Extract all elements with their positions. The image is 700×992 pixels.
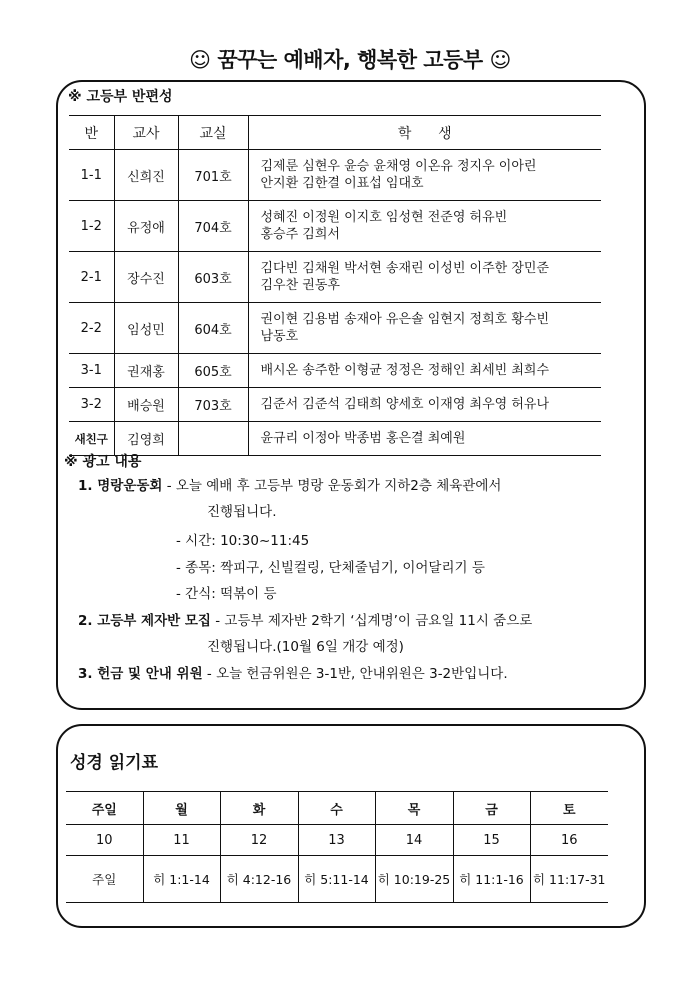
day-cell: 금 xyxy=(453,792,530,825)
table-row xyxy=(69,422,601,456)
ad-item-3-title: 3. 헌금 및 안내 위원 xyxy=(78,666,203,682)
table-row xyxy=(69,354,601,388)
ads-heading: ※ 광고 내용 xyxy=(64,454,142,470)
reading-table xyxy=(66,791,608,903)
ad-item-1 xyxy=(78,474,501,494)
students-line: 홍승주 김희서 xyxy=(260,227,340,242)
reading-heading: 성경 읽기표 xyxy=(70,753,159,773)
ad-item-1-snack: - 간식: 떡볶이 등 xyxy=(176,586,277,602)
students-cell: 김준서 김준석 김태희 양세호 이재영 최우영 허유나 xyxy=(248,388,601,422)
room-cell: 703호 xyxy=(178,388,248,422)
students-cell xyxy=(248,201,601,252)
students-cell xyxy=(248,303,601,354)
ad-item-1-text: - 오늘 예배 후 고등부 명랑 운동회가 지하2층 체육관에서 xyxy=(162,478,502,494)
students-line: 성혜진 이정원 이지호 임성현 전준영 허유빈 xyxy=(260,210,508,225)
table-row xyxy=(69,150,601,201)
class-cell: 새친구 xyxy=(69,422,114,456)
ad-item-3 xyxy=(78,662,508,682)
day-cell: 월 xyxy=(143,792,220,825)
teacher-cell: 장수진 xyxy=(114,252,178,303)
students-line: 김제룬 심현우 윤승 윤채영 이온유 정지우 이아린 xyxy=(260,159,537,174)
ref-cell: 히 11:1-16 xyxy=(453,856,530,903)
ref-cell: 히 4:12-16 xyxy=(220,856,298,903)
ad-item-1-cont: 진행됩니다. xyxy=(207,504,277,520)
students-cell: 배시온 송주한 이형균 정정은 정해인 최세빈 최희수 xyxy=(248,354,601,388)
students-line: 남동호 xyxy=(260,329,299,344)
room-cell: 605호 xyxy=(178,354,248,388)
class-cell: 1-1 xyxy=(69,150,114,201)
ad-item-1-title: 1. 명랑운동회 xyxy=(78,478,163,494)
room-cell: 701호 xyxy=(178,150,248,201)
class-cell: 3-2 xyxy=(69,388,114,422)
ref-cell: 히 1:1-14 xyxy=(143,856,220,903)
room-cell xyxy=(178,422,248,456)
table-row xyxy=(69,252,601,303)
ad-item-1-events: - 종목: 짝피구, 신빌컬링, 단체줄넘기, 이어달리기 등 xyxy=(176,560,485,576)
students-line: 권이현 김용범 송재아 유은솔 임현지 정희호 황수빈 xyxy=(260,312,550,327)
reading-days-row xyxy=(66,792,608,825)
students-line: 김우찬 권동후 xyxy=(260,278,340,293)
students-cell xyxy=(248,150,601,201)
ref-cell: 히 10:19-25 xyxy=(375,856,453,903)
date-cell: 14 xyxy=(375,825,453,856)
ad-item-3-text: - 오늘 헌금위원은 3-1반, 안내위원은 3-2반입니다. xyxy=(202,666,508,682)
ref-cell: 히 11:17-31 xyxy=(530,856,608,903)
room-cell: 604호 xyxy=(178,303,248,354)
ad-item-2-cont: 진행됩니다.(10월 6일 개강 예정) xyxy=(207,639,404,655)
day-cell: 목 xyxy=(375,792,453,825)
ref-cell: 히 5:11-14 xyxy=(298,856,375,903)
day-cell: 토 xyxy=(530,792,608,825)
date-cell: 15 xyxy=(453,825,530,856)
teacher-cell: 권재홍 xyxy=(114,354,178,388)
date-cell: 16 xyxy=(530,825,608,856)
table-row xyxy=(69,388,601,422)
class-section-heading: ※ 고등부 반편성 xyxy=(68,89,173,105)
class-cell: 2-2 xyxy=(69,303,114,354)
teacher-cell: 유정애 xyxy=(114,201,178,252)
day-cell: 주일 xyxy=(66,792,143,825)
teacher-cell: 배승원 xyxy=(114,388,178,422)
ref-cell: 주일 xyxy=(66,856,143,903)
teacher-cell: 김영희 xyxy=(114,422,178,456)
class-table xyxy=(69,115,601,456)
reading-refs-row xyxy=(66,856,608,903)
reading-dates-row xyxy=(66,825,608,856)
teacher-cell: 신희진 xyxy=(114,150,178,201)
class-cell: 3-1 xyxy=(69,354,114,388)
room-cell: 704호 xyxy=(178,201,248,252)
ad-item-2 xyxy=(78,609,532,629)
date-cell: 11 xyxy=(143,825,220,856)
date-cell: 10 xyxy=(66,825,143,856)
class-cell: 2-1 xyxy=(69,252,114,303)
students-line: 안지환 김한결 이표섭 임대호 xyxy=(260,176,424,191)
day-cell: 수 xyxy=(298,792,375,825)
ad-item-2-text: - 고등부 제자반 2학기 ‘십계명’이 금요일 11시 줌으로 xyxy=(210,613,533,629)
room-cell: 603호 xyxy=(178,252,248,303)
ad-item-1-time: - 시간: 10:30~11:45 xyxy=(176,533,310,549)
header-class: 반 xyxy=(69,116,114,150)
header-teacher: 교사 xyxy=(114,116,178,150)
students-line: 김다빈 김채원 박서현 송재린 이성빈 이주한 장민준 xyxy=(260,261,550,276)
students-cell: 윤규리 이정아 박종범 홍은결 최예원 xyxy=(248,422,601,456)
class-table-header xyxy=(69,116,601,150)
day-cell: 화 xyxy=(220,792,298,825)
table-row xyxy=(69,201,601,252)
header-room: 교실 xyxy=(178,116,248,150)
teacher-cell: 임성민 xyxy=(114,303,178,354)
page-title: ☺ 꿈꾸는 예배자, 행복한 고등부 ☺ xyxy=(189,48,511,72)
class-cell: 1-2 xyxy=(69,201,114,252)
table-row xyxy=(69,303,601,354)
date-cell: 12 xyxy=(220,825,298,856)
date-cell: 13 xyxy=(298,825,375,856)
header-students: 학 생 xyxy=(248,116,601,150)
ad-item-2-title: 2. 고등부 제자반 모집 xyxy=(78,613,211,629)
students-cell xyxy=(248,252,601,303)
